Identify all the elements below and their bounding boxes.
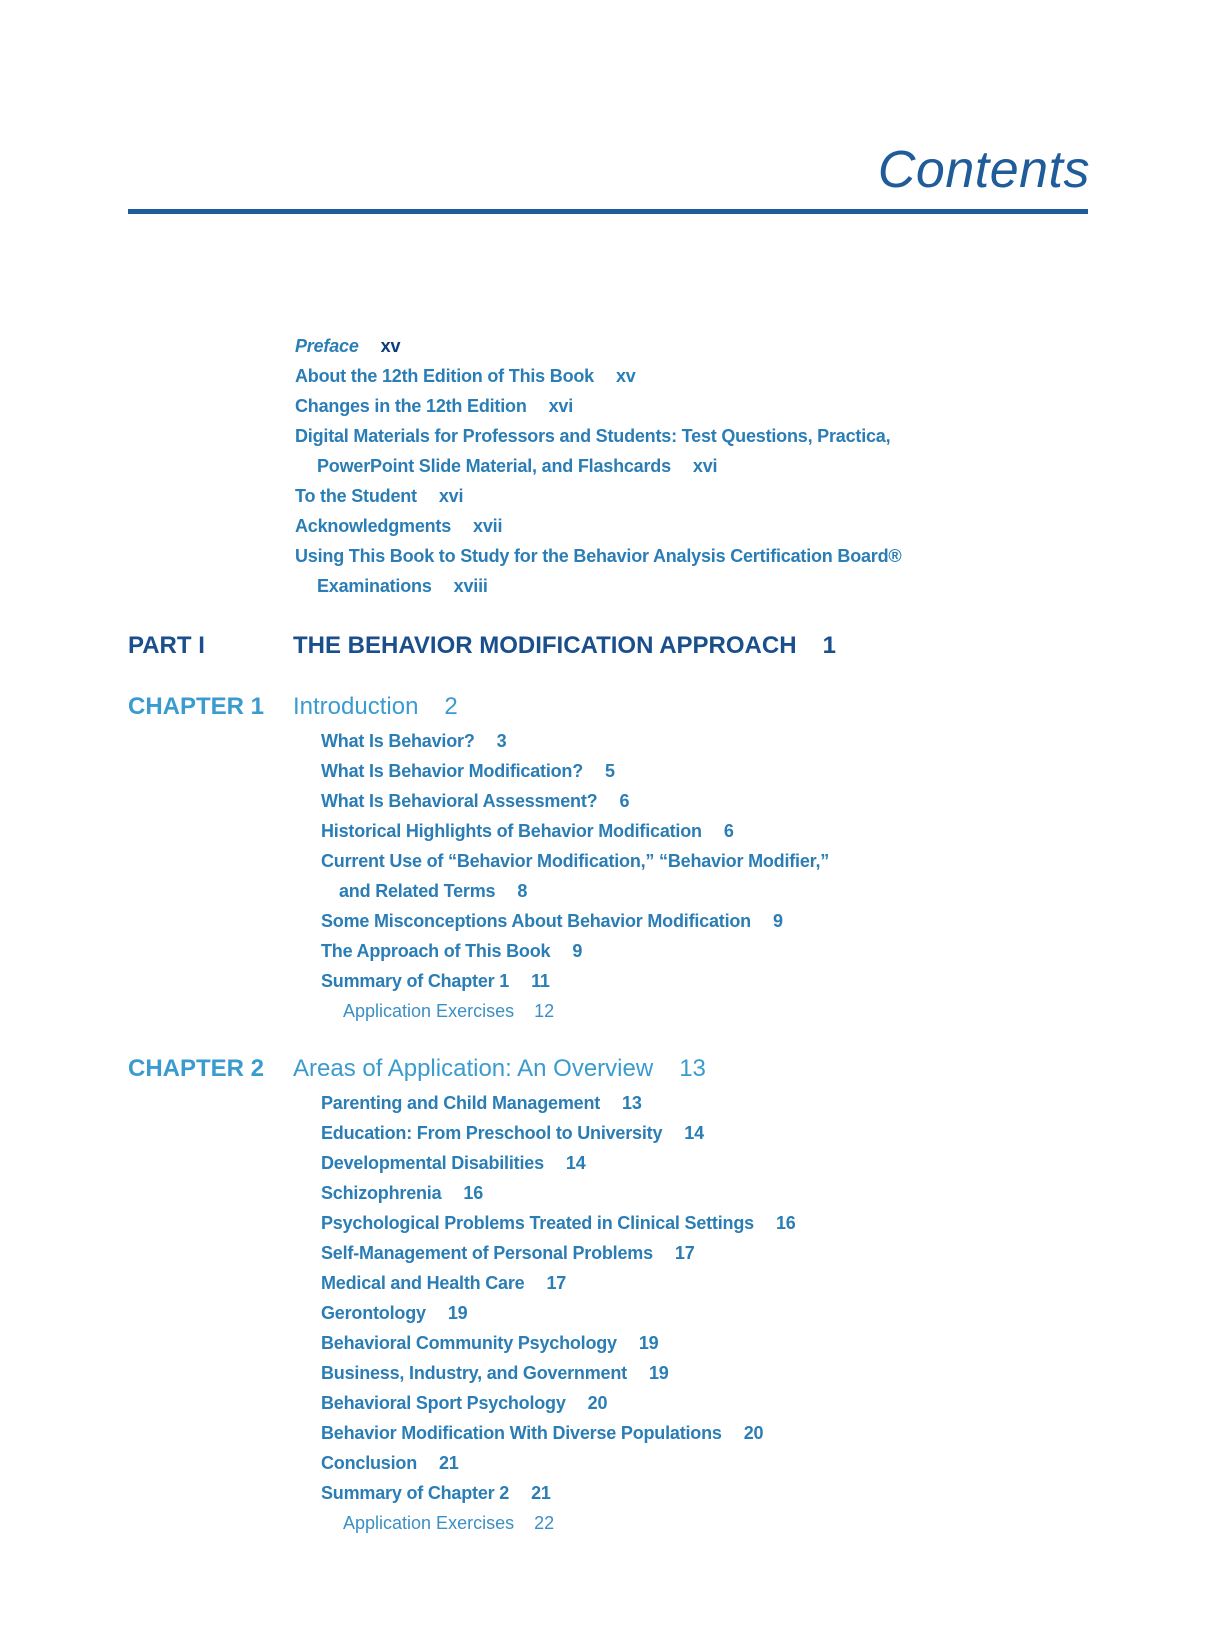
section-label: Education: From Preschool to University xyxy=(321,1123,663,1143)
toc-entry-page: xviii xyxy=(453,576,488,596)
section-page: 6 xyxy=(619,791,630,811)
section-entry[interactable] xyxy=(321,1148,1128,1178)
section-page: 16 xyxy=(463,1183,484,1203)
toc-entry-about-edition[interactable] xyxy=(295,361,1095,391)
section-page: 9 xyxy=(772,911,783,931)
section-page: 20 xyxy=(587,1393,608,1413)
section-page: 14 xyxy=(684,1123,704,1143)
section-entry[interactable] xyxy=(321,726,1128,756)
chapter-heading[interactable] xyxy=(128,1052,1128,1086)
toc-entry-page: xv xyxy=(615,366,636,386)
toc-entry-to-student[interactable] xyxy=(295,481,1095,511)
exercises-page: 22 xyxy=(534,1513,555,1533)
section-page: 20 xyxy=(743,1423,764,1443)
chapter-page: 2 xyxy=(444,693,458,720)
section-entry[interactable] xyxy=(321,1208,1128,1238)
toc-entry-using-book[interactable] xyxy=(295,541,1095,601)
section-label: Behavioral Sport Psychology xyxy=(321,1393,566,1413)
toc-entry-label-cont: PowerPoint Slide Material, and Flashcards xyxy=(317,456,671,476)
toc-entry-label: Preface xyxy=(295,336,359,356)
chapter-page: 13 xyxy=(679,1055,706,1082)
section-label: Behavior Modification With Diverse Populations xyxy=(321,1423,722,1443)
section-page: 16 xyxy=(775,1213,796,1233)
toc-entry-label: Using This Book to Study for the Behavior Analysis Certification Board® xyxy=(295,546,902,566)
exercises-entry[interactable] xyxy=(321,1508,1128,1538)
section-entry[interactable] xyxy=(321,936,1128,966)
section-label: Parenting and Child Management xyxy=(321,1093,601,1113)
section-entry[interactable] xyxy=(321,1238,1128,1268)
section-label: What Is Behavior? xyxy=(321,731,475,751)
section-page: 21 xyxy=(531,1483,551,1503)
section-entry[interactable] xyxy=(321,1178,1128,1208)
chapter-title: Areas of Application: An Overview xyxy=(293,1055,654,1082)
section-page: 3 xyxy=(496,731,507,751)
exercises-entry[interactable] xyxy=(321,996,1128,1026)
exercises-page: 12 xyxy=(534,1001,555,1021)
section-page: 6 xyxy=(723,821,734,841)
section-label: Current Use of “Behavior Modification,” “Behavior Modifier,” xyxy=(321,851,830,871)
section-page: 17 xyxy=(546,1273,567,1293)
toc-entry-page: xvi xyxy=(692,456,718,476)
part-title: THE BEHAVIOR MODIFICATION APPROACH xyxy=(293,632,797,659)
section-page: 19 xyxy=(648,1363,669,1383)
toc-entry-digital-materials[interactable] xyxy=(295,421,1095,481)
section-entry[interactable] xyxy=(321,966,1128,996)
section-entry[interactable] xyxy=(321,786,1128,816)
section-entry[interactable] xyxy=(321,1418,1128,1448)
section-label: The Approach of This Book xyxy=(321,941,551,961)
toc-entry-page: xvi xyxy=(548,396,574,416)
section-entry[interactable] xyxy=(321,846,881,906)
toc-entry-label-cont: Examinations xyxy=(317,576,432,596)
front-matter-list xyxy=(295,331,1095,601)
toc-entry-page: xvii xyxy=(473,516,503,536)
toc-entry-preface[interactable] xyxy=(295,331,1095,361)
toc-entry-label: To the Student xyxy=(295,486,417,506)
section-label: Behavioral Community Psychology xyxy=(321,1333,617,1353)
section-label: Conclusion xyxy=(321,1453,417,1473)
section-label: Business, Industry, and Government xyxy=(321,1363,627,1383)
section-page: 21 xyxy=(439,1453,459,1473)
section-entry[interactable] xyxy=(321,1268,1128,1298)
section-entry[interactable] xyxy=(321,816,1128,846)
section-label: Some Misconceptions About Behavior Modification xyxy=(321,911,751,931)
page-title: Contents xyxy=(877,141,1090,199)
section-label: Historical Highlights of Behavior Modification xyxy=(321,821,702,841)
part-page: 1 xyxy=(822,632,836,659)
section-label: Gerontology xyxy=(321,1303,426,1323)
chapter-label: CHAPTER 1 xyxy=(128,693,265,720)
section-entry[interactable] xyxy=(321,1358,1128,1388)
section-entry[interactable] xyxy=(321,1118,1128,1148)
chapter-title: Introduction xyxy=(293,693,419,720)
part-heading[interactable] xyxy=(128,628,1128,664)
exercises-label: Application Exercises xyxy=(343,1001,515,1021)
toc-entry-page: xv xyxy=(380,336,401,356)
title-rule xyxy=(128,209,1088,214)
chapter-label: CHAPTER 2 xyxy=(128,1055,265,1082)
exercises-label: Application Exercises xyxy=(343,1513,515,1533)
section-page: 19 xyxy=(447,1303,468,1323)
section-label: Medical and Health Care xyxy=(321,1273,525,1293)
section-label: Summary of Chapter 2 xyxy=(321,1483,510,1503)
section-entry[interactable] xyxy=(321,1448,1128,1478)
toc-entry-label: About the 12th Edition of This Book xyxy=(295,366,594,386)
section-label: What Is Behavioral Assessment? xyxy=(321,791,598,811)
toc-entry-label: Acknowledgments xyxy=(295,516,452,536)
chapter-sections xyxy=(321,1088,1128,1538)
section-page: 19 xyxy=(638,1333,659,1353)
section-entry[interactable] xyxy=(321,1388,1128,1418)
toc-entry-acknowledgments[interactable] xyxy=(295,511,1095,541)
section-label: What Is Behavior Modification? xyxy=(321,761,584,781)
section-entry[interactable] xyxy=(321,1298,1128,1328)
section-page: 14 xyxy=(565,1153,586,1173)
section-label: Summary of Chapter 1 xyxy=(321,971,510,991)
section-entry[interactable] xyxy=(321,906,1128,936)
section-entry[interactable] xyxy=(321,1478,1128,1508)
section-label: Psychological Problems Treated in Clinical Settings xyxy=(321,1213,754,1233)
section-label: Self-Management of Personal Problems xyxy=(321,1243,653,1263)
chapter-sections xyxy=(321,726,1128,1026)
toc-entry-label: Digital Materials for Professors and Students: Test Questions, Practica, xyxy=(295,426,891,446)
section-label-cont: and Related Terms xyxy=(339,881,496,901)
section-page: 17 xyxy=(674,1243,695,1263)
toc-entry-label: Changes in the 12th Edition xyxy=(295,396,527,416)
chapter-heading[interactable] xyxy=(128,690,1128,724)
section-label: Developmental Disabilities xyxy=(321,1153,544,1173)
toc-entry-changes[interactable] xyxy=(295,391,1095,421)
chapter-1 xyxy=(128,690,1128,1026)
section-label: Schizophrenia xyxy=(321,1183,442,1203)
section-page: 9 xyxy=(572,941,583,961)
section-entry[interactable] xyxy=(321,1328,1128,1358)
section-page: 13 xyxy=(622,1093,642,1113)
chapter-2 xyxy=(128,1052,1128,1538)
section-page: 5 xyxy=(605,761,615,781)
part-label: PART I xyxy=(128,632,205,659)
section-page: 8 xyxy=(517,881,528,901)
section-entry[interactable] xyxy=(321,756,1128,786)
section-entry[interactable] xyxy=(321,1088,1128,1118)
section-page: 11 xyxy=(531,971,550,991)
toc-entry-page: xvi xyxy=(438,486,464,506)
